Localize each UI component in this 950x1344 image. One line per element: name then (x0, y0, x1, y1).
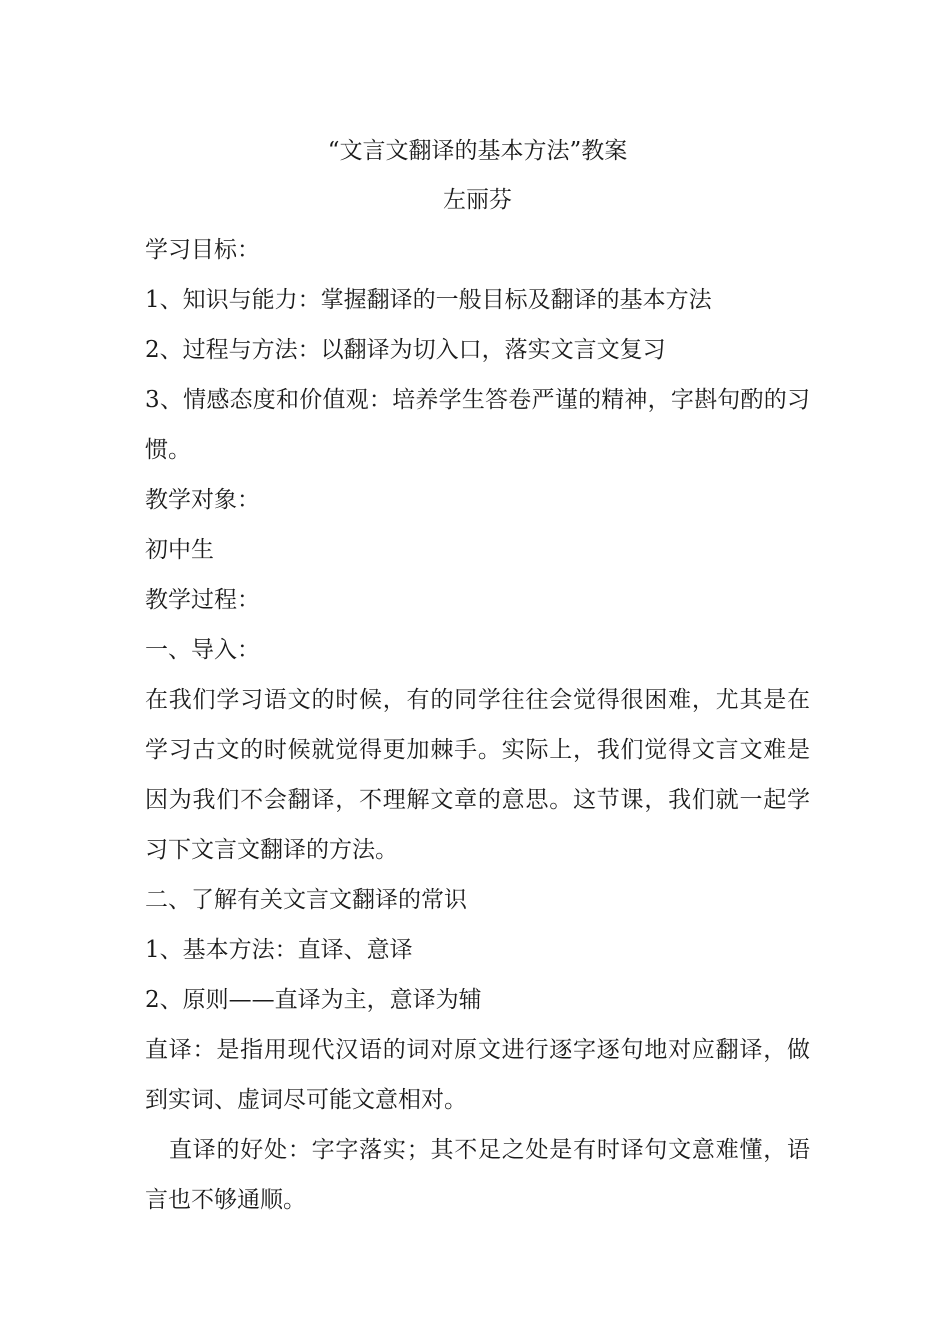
section-heading-teaching-target: 教学对象： (145, 487, 260, 513)
teaching-target-value: 初中生 (145, 537, 214, 563)
document-author: 左丽芬 (443, 187, 512, 213)
document-title: “文言文翻译的基本方法”教案 (327, 138, 628, 164)
step-translation-knowledge-heading: 二、了解有关文言文翻译的常识 (145, 887, 467, 913)
section-heading-learning-goals: 学习目标： (145, 237, 260, 263)
basic-methods-item: 1、基本方法：直译、意译 (145, 937, 413, 963)
literal-translation-pros-cons: 直译的好处：字字落实；其不足之处是有时译句文意难懂，语言也不够通顺。 (145, 1137, 810, 1213)
literal-translation-definition: 直译：是指用现代汉语的词对原文进行逐字逐句地对应翻译，做到实词、虚词尽可能文意相对。 (145, 1037, 810, 1113)
document-body (145, 127, 810, 1225)
section-heading-teaching-process: 教学过程： (145, 587, 260, 613)
step-introduction-heading: 一、导入： (145, 637, 260, 663)
goal-knowledge-ability: 1、知识与能力：掌握翻译的一般目标及翻译的基本方法 (145, 287, 712, 313)
goal-process-method: 2、过程与方法：以翻译为切入口，落实文言文复习 (145, 337, 666, 363)
principle-item: 2、原则——直译为主，意译为辅 (145, 987, 482, 1013)
goal-emotion-values: 3、情感态度和价值观：培养学生答卷严谨的精神，字斟句酌的习惯。 (145, 387, 810, 463)
introduction-paragraph: 在我们学习语文的时候，有的同学往往会觉得很困难，尤其是在学习古文的时候就觉得更加棘手。实际上，我们觉得文言文难是因为我们不会翻译，不理解文章的意思。这节课，我们就一起学习下文言文翻译的方法。 (145, 687, 810, 863)
